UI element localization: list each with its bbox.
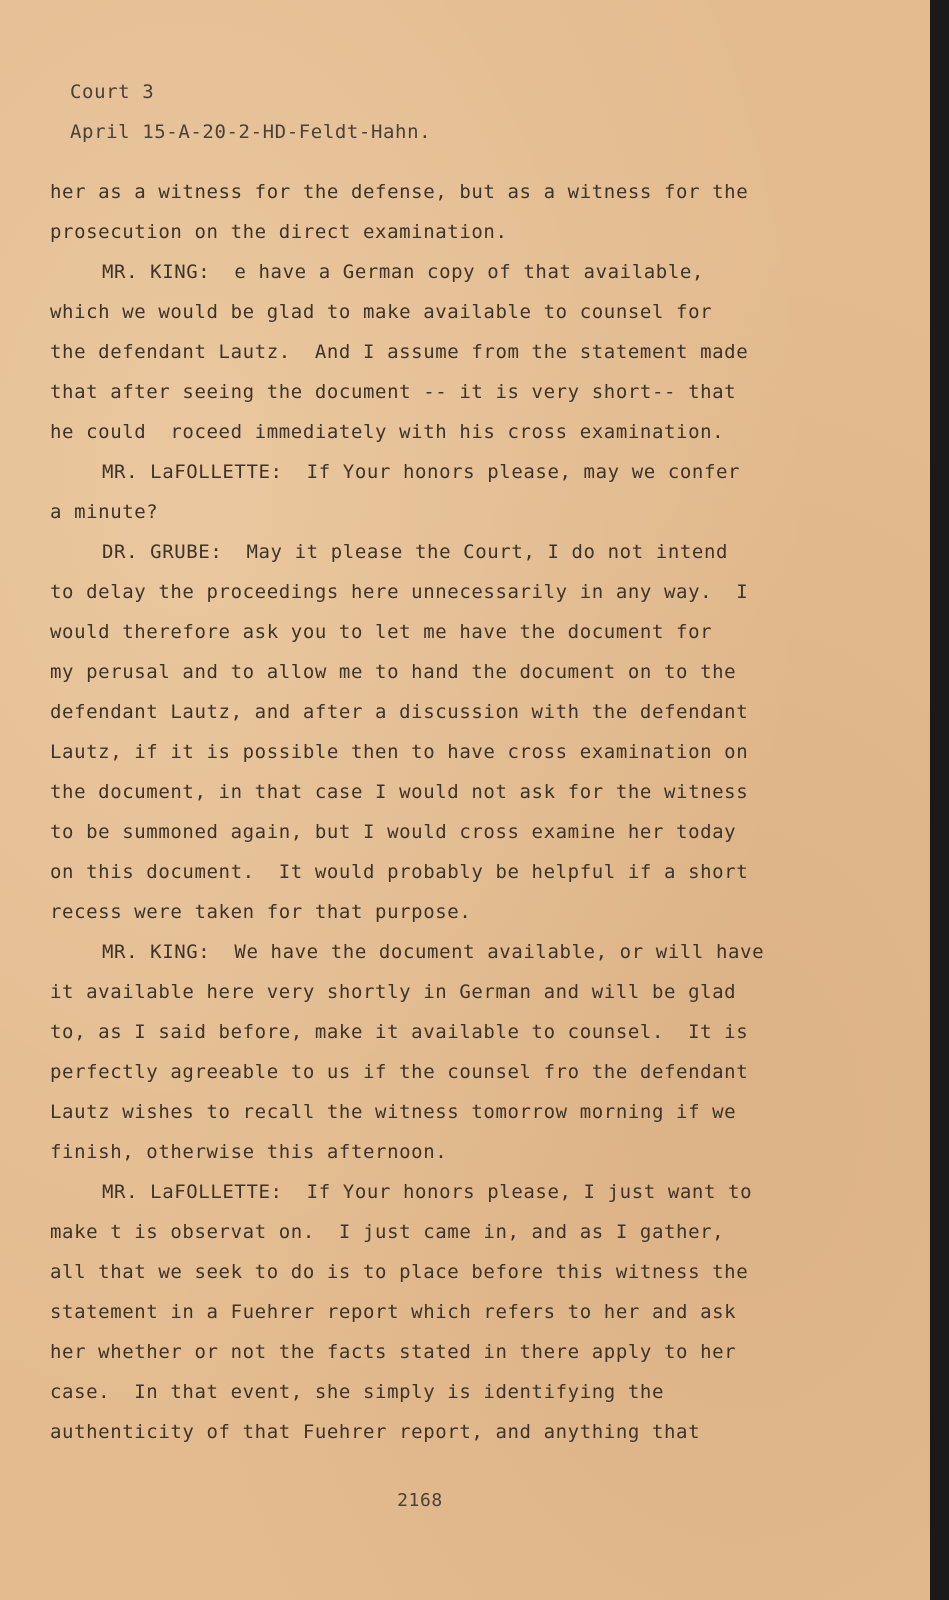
transcript-line: on this document. It would probably be helpful if a short <box>50 861 749 883</box>
transcript-body <box>50 172 780 1452</box>
reference-label: April 15-A-20-2-HD-Feldt-Hahn. <box>70 121 432 143</box>
transcript-line: which we would be glad to make available to counsel for <box>50 301 713 323</box>
court-label: Court 3 <box>70 81 155 103</box>
transcript-line: authenticity of that Fuehrer report, and anything that <box>50 1421 701 1443</box>
transcript-line: Lautz, if it is possible then to have cross examination on <box>50 741 749 763</box>
transcript-line: it available here very shortly in German and will be glad <box>50 981 737 1003</box>
scan-edge <box>930 0 949 1600</box>
transcript-line: to be summoned again, but I would cross examine her today <box>50 821 737 843</box>
transcript-line: recess were taken for that purpose. <box>50 901 472 923</box>
transcript-line: that after seeing the document -- it is very short-- that <box>50 381 737 403</box>
transcript-line: to, as I said before, make it available to counsel. It is <box>50 1021 749 1043</box>
page-header <box>70 72 431 152</box>
transcript-line: case. In that event, she simply is identifying the <box>50 1381 664 1403</box>
transcript-line: to delay the proceedings here unnecessarily in any way. I <box>50 581 749 603</box>
transcript-line: her as a witness for the defense, but as a witness for the <box>50 181 749 203</box>
transcript-line: the defendant Lautz. And I assume from the statement made <box>50 341 749 363</box>
transcript-line: a minute? <box>50 501 159 523</box>
transcript-line: he could roceed immediately with his cross examination. <box>50 421 725 443</box>
transcript-line: defendant Lautz, and after a discussion with the defendant <box>50 701 749 723</box>
transcript-line: perfectly agreeable to us if the counsel fro the defendant <box>50 1061 749 1083</box>
transcript-line: MR. LaFOLLETTE: If Your honors please, may we confer <box>102 461 741 483</box>
transcript-line: all that we seek to do is to place before this witness the <box>50 1261 749 1283</box>
transcript-line: my perusal and to allow me to hand the document on to the <box>50 661 737 683</box>
transcript-line: DR. GRUBE: May it please the Court, I do not intend <box>102 541 729 563</box>
transcript-line: Lautz wishes to recall the witness tomorrow morning if we <box>50 1101 737 1123</box>
transcript-line: the document, in that case I would not ask for the witness <box>50 781 749 803</box>
transcript-line: make t is observat on. I just came in, and as I gather, <box>50 1221 725 1243</box>
transcript-line: MR. KING: e have a German copy of that available, <box>102 261 704 283</box>
transcript-line: would therefore ask you to let me have the document for <box>50 621 713 643</box>
transcript-line: MR. LaFOLLETTE: If Your honors please, I just want to <box>102 1181 753 1203</box>
page-number: 2168 <box>397 1490 443 1511</box>
transcript-line: her whether or not the facts stated in there apply to her <box>50 1341 737 1363</box>
transcript-line: finish, otherwise this afternoon. <box>50 1141 448 1163</box>
transcript-line: prosecution on the direct examination. <box>50 221 508 243</box>
transcript-line: statement in a Fuehrer report which refers to her and ask <box>50 1301 737 1323</box>
transcript-line: MR. KING: We have the document available, or will have <box>102 941 765 963</box>
